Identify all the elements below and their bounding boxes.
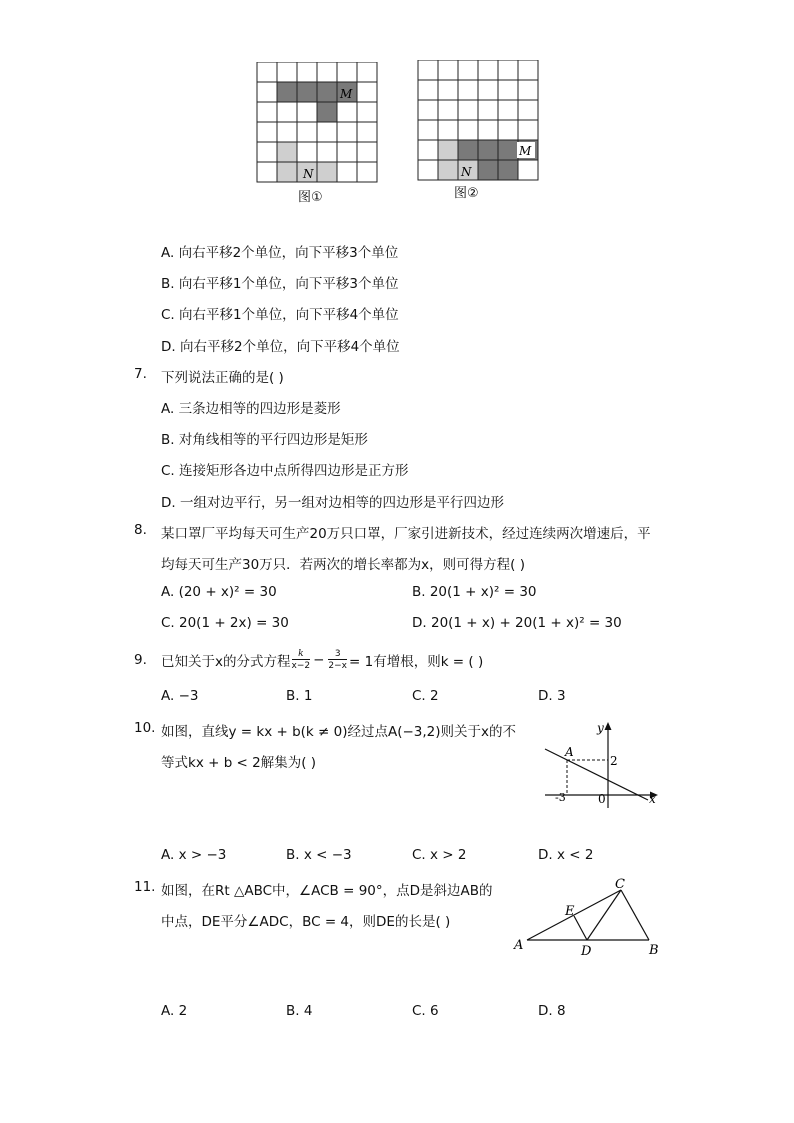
q7-option-c: C. 连接矩形各边中点所得四边形是正方形 bbox=[161, 463, 409, 479]
q11-option-c: C. 6 bbox=[412, 1003, 439, 1019]
label-x: x bbox=[649, 792, 656, 806]
q11-option-a: A. 2 bbox=[161, 1003, 188, 1019]
q10-option-d: D. x < 2 bbox=[538, 847, 594, 863]
label-a: A bbox=[514, 938, 524, 953]
q9-frac1-den: x−2 bbox=[291, 661, 311, 671]
q11-option-d: D. 8 bbox=[538, 1003, 566, 1019]
q8-option-c: C. 20(1 + 2x) = 30 bbox=[161, 615, 289, 631]
label-n: N bbox=[303, 167, 314, 181]
q11-triangle-figure bbox=[508, 878, 664, 962]
label-n: N bbox=[461, 165, 472, 179]
q9-fraction-2 bbox=[328, 649, 347, 671]
q10-graph bbox=[540, 718, 662, 810]
figure-2-caption: 图② bbox=[454, 186, 479, 201]
grid-figure-1 bbox=[255, 62, 379, 184]
q9-option-b: B. 1 bbox=[286, 688, 313, 704]
q9-stem-prefix: 已知关于x的分式方程 bbox=[161, 654, 291, 670]
q6-option-d: D. 向右平移2个单位，向下平移4个单位 bbox=[161, 339, 400, 355]
q10-stem-line2: 等式kx + b < 2解集为( ) bbox=[161, 755, 317, 771]
label-y: y bbox=[597, 721, 604, 735]
q8-option-d: D. 20(1 + x) + 20(1 + x)² = 30 bbox=[412, 615, 622, 631]
q11-option-b: B. 4 bbox=[286, 1003, 313, 1019]
q7-option-b: B. 对角线相等的平行四边形是矩形 bbox=[161, 432, 368, 448]
q10-option-a: A. x > −3 bbox=[161, 847, 227, 863]
segment-de bbox=[574, 916, 587, 940]
q10-option-b: B. x < −3 bbox=[286, 847, 352, 863]
q9-stem-suffix: = 1有增根，则k = ( ) bbox=[349, 654, 484, 670]
q9-frac2-num: 3 bbox=[334, 649, 341, 659]
q9-fraction-1 bbox=[292, 649, 311, 671]
q11-number: 11. bbox=[134, 879, 156, 895]
q9-number: 9. bbox=[134, 652, 147, 668]
q7-option-a: A. 三条边相等的四边形是菱形 bbox=[161, 401, 341, 417]
segment-bc bbox=[621, 890, 649, 940]
q9-option-a: A. −3 bbox=[161, 688, 199, 704]
q10-stem-line1: 如图，直线y = kx + b(k ≠ 0)经过点A(−3,2)则关于x的不 bbox=[161, 724, 517, 740]
q11-stem-line2: 中点，DE平分∠ADC，BC = 4，则DE的长是( ) bbox=[161, 914, 451, 930]
q9-option-d: D. 3 bbox=[538, 688, 566, 704]
q6-option-c: C. 向右平移1个单位，向下平移4个单位 bbox=[161, 307, 399, 323]
q10-number: 10. bbox=[134, 720, 156, 736]
q7-number: 7. bbox=[134, 366, 147, 382]
label-0: 0 bbox=[598, 792, 606, 806]
label-b: B bbox=[649, 943, 659, 958]
label-d: D bbox=[581, 944, 592, 959]
label-e: E bbox=[565, 904, 575, 919]
label-m: M bbox=[519, 144, 532, 158]
q9-frac1-num: k bbox=[298, 649, 304, 659]
q9-stem bbox=[161, 645, 483, 675]
q11-stem-line1: 如图，在Rt △ABC中，∠ACB = 90°，点D是斜边AB的 bbox=[161, 883, 493, 899]
q8-stem-line2: 均每天可生产30万只．若两次的增长率都为x，则可得方程( ) bbox=[161, 557, 525, 573]
label-m: M bbox=[340, 87, 353, 101]
q9-frac2-den: 2−x bbox=[328, 661, 347, 671]
q9-option-c: C. 2 bbox=[412, 688, 439, 704]
q9-minus: − bbox=[313, 652, 325, 668]
q10-option-c: C. x > 2 bbox=[412, 847, 467, 863]
label-neg3: -3 bbox=[555, 791, 566, 804]
q7-option-d: D. 一组对边平行，另一组对边相等的四边形是平行四边形 bbox=[161, 495, 504, 511]
y-axis-arrow-icon bbox=[605, 722, 612, 730]
q8-option-b: B. 20(1 + x)² = 30 bbox=[412, 584, 537, 600]
label-2: 2 bbox=[610, 754, 618, 768]
segment-cd bbox=[587, 890, 621, 940]
q6-option-a: A. 向右平移2个单位，向下平移3个单位 bbox=[161, 245, 399, 261]
q6-option-b: B. 向右平移1个单位，向下平移3个单位 bbox=[161, 276, 399, 292]
q7-stem: 下列说法正确的是( ) bbox=[161, 370, 284, 386]
q8-option-a: A. (20 + x)² = 30 bbox=[161, 584, 277, 600]
label-c: C bbox=[615, 878, 625, 892]
figure-1-caption: 图① bbox=[298, 190, 323, 205]
q8-stem-line1: 某口罩厂平均每天可生产20万只口罩，厂家引进新技术，经过连续两次增速后，平 bbox=[161, 526, 651, 542]
grid-figure-2 bbox=[416, 60, 540, 182]
label-a: A bbox=[565, 745, 574, 759]
q8-number: 8. bbox=[134, 522, 147, 538]
